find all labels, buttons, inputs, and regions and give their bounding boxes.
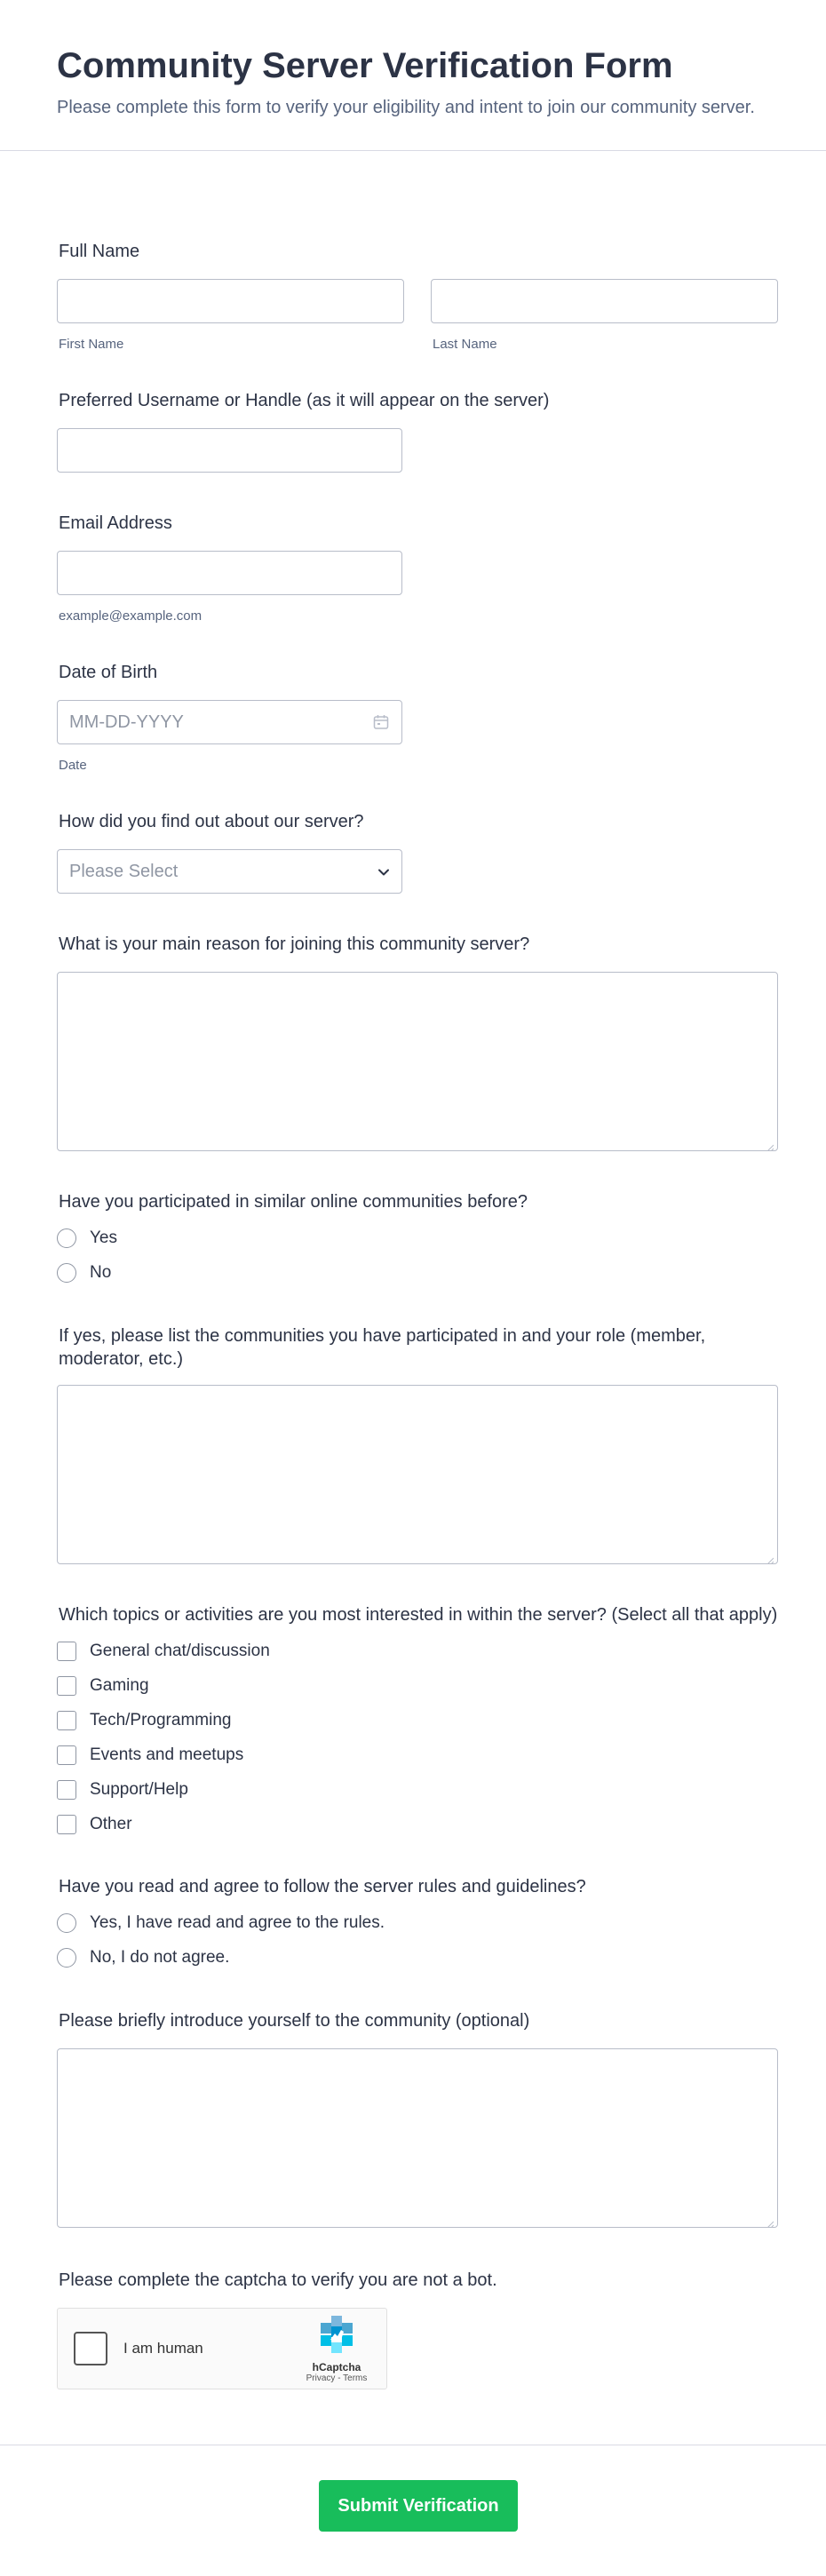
referral-label: How did you find out about our server? [59, 812, 364, 831]
first-name-sublabel: First Name [59, 337, 124, 352]
resize-grip-icon[interactable] [766, 1553, 774, 1560]
topic-option[interactable] [57, 1710, 778, 1731]
option-label: No, I do not agree. [90, 1948, 230, 1967]
captcha-logo [301, 2316, 372, 2383]
captcha-brand: hCaptcha [312, 2361, 361, 2373]
captcha-checkbox-label: I am human [123, 2340, 203, 2357]
option-label: General chat/discussion [90, 1642, 270, 1660]
reason-field [57, 933, 778, 1151]
topic-option[interactable] [57, 1814, 778, 1835]
option-label: Yes, I have read and agree to the rules. [90, 1913, 385, 1932]
topics-label: Which topics or activities are you most interested in within the server? (Select all that apply) [59, 1605, 778, 1625]
participated-label: Have you participated in similar online communities before? [59, 1192, 528, 1212]
calendar-icon[interactable] [373, 714, 389, 730]
submit-button[interactable]: Submit Verification [319, 2480, 518, 2532]
option-label: Tech/Programming [90, 1711, 232, 1729]
intro-label: Please briefly introduce yourself to the community (optional) [59, 2011, 530, 2031]
full-name-field [57, 240, 778, 352]
reason-label: What is your main reason for joining this community server? [59, 934, 530, 954]
checkbox[interactable] [57, 1815, 76, 1834]
option-label: Events and meetups [90, 1745, 244, 1764]
radio-button[interactable] [57, 1948, 76, 1968]
resize-grip-icon[interactable] [766, 2216, 774, 2223]
username-input[interactable] [57, 428, 402, 473]
topics-field [57, 1603, 778, 1835]
rules-option-agree[interactable] [57, 1912, 778, 1934]
full-name-label: Full Name [59, 242, 140, 261]
radio-button[interactable] [57, 1913, 76, 1933]
topic-option[interactable] [57, 1675, 778, 1697]
communities-field [57, 1324, 778, 1564]
form-subtitle: Please complete this form to verify your eligibility and intent to join our community server. [57, 98, 755, 117]
topic-option[interactable] [57, 1641, 778, 1662]
checkbox[interactable] [57, 1642, 76, 1661]
option-label: No [90, 1263, 112, 1282]
rules-option-disagree[interactable] [57, 1947, 778, 1968]
referral-field [57, 810, 778, 894]
last-name-input[interactable] [431, 279, 778, 323]
chevron-down-icon [377, 865, 391, 879]
dob-sublabel: Date [59, 758, 87, 773]
hcaptcha-logo-icon [317, 2316, 356, 2355]
last-name-sublabel: Last Name [433, 337, 497, 352]
first-name-input[interactable] [57, 279, 404, 323]
captcha-checkbox[interactable] [74, 2332, 107, 2365]
rules-field [57, 1875, 778, 1968]
dob-field [57, 661, 778, 773]
dob-placeholder: MM-DD-YYYY [69, 712, 184, 732]
topic-option[interactable] [57, 1745, 778, 1766]
form-body [0, 240, 826, 2389]
captcha-field [57, 2269, 778, 2389]
username-label: Preferred Username or Handle (as it will appear on the server) [59, 391, 550, 410]
resize-grip-icon[interactable] [766, 1140, 774, 1147]
email-field [57, 512, 778, 624]
participated-option-no[interactable] [57, 1262, 778, 1284]
captcha-widget [57, 2308, 387, 2389]
referral-placeholder: Please Select [69, 862, 179, 881]
form-title: Community Server Verification Form [57, 46, 673, 85]
communities-label: If yes, please list the communities you have participated in and your role (member, moderator, etc.) [59, 1326, 706, 1369]
participated-option-yes[interactable] [57, 1228, 778, 1249]
captcha-label: Please complete the captcha to verify you are not a bot. [59, 2270, 497, 2290]
checkbox[interactable] [57, 1745, 76, 1765]
username-field [57, 389, 778, 473]
intro-textarea[interactable] [57, 2048, 778, 2228]
checkbox[interactable] [57, 1676, 76, 1696]
rules-label: Have you read and agree to follow the server rules and guidelines? [59, 1877, 586, 1896]
option-label: Gaming [90, 1676, 149, 1695]
dob-label: Date of Birth [59, 663, 158, 682]
radio-button[interactable] [57, 1228, 76, 1248]
intro-field [57, 2009, 778, 2228]
reason-textarea[interactable] [57, 972, 778, 1151]
topic-option[interactable] [57, 1779, 778, 1801]
email-input[interactable] [57, 551, 402, 595]
communities-textarea[interactable] [57, 1385, 778, 1564]
checkbox[interactable] [57, 1711, 76, 1730]
option-label: Support/Help [90, 1780, 188, 1799]
checkbox[interactable] [57, 1780, 76, 1800]
dob-input[interactable] [57, 700, 402, 744]
radio-button[interactable] [57, 1263, 76, 1283]
participated-field [57, 1190, 778, 1284]
captcha-links[interactable]: Privacy - Terms [306, 2373, 368, 2383]
email-sublabel: example@example.com [59, 608, 203, 624]
option-label: Yes [90, 1228, 117, 1247]
form-header [0, 0, 826, 151]
referral-select[interactable] [57, 849, 402, 894]
option-label: Other [90, 1815, 132, 1833]
email-label: Email Address [59, 513, 172, 533]
